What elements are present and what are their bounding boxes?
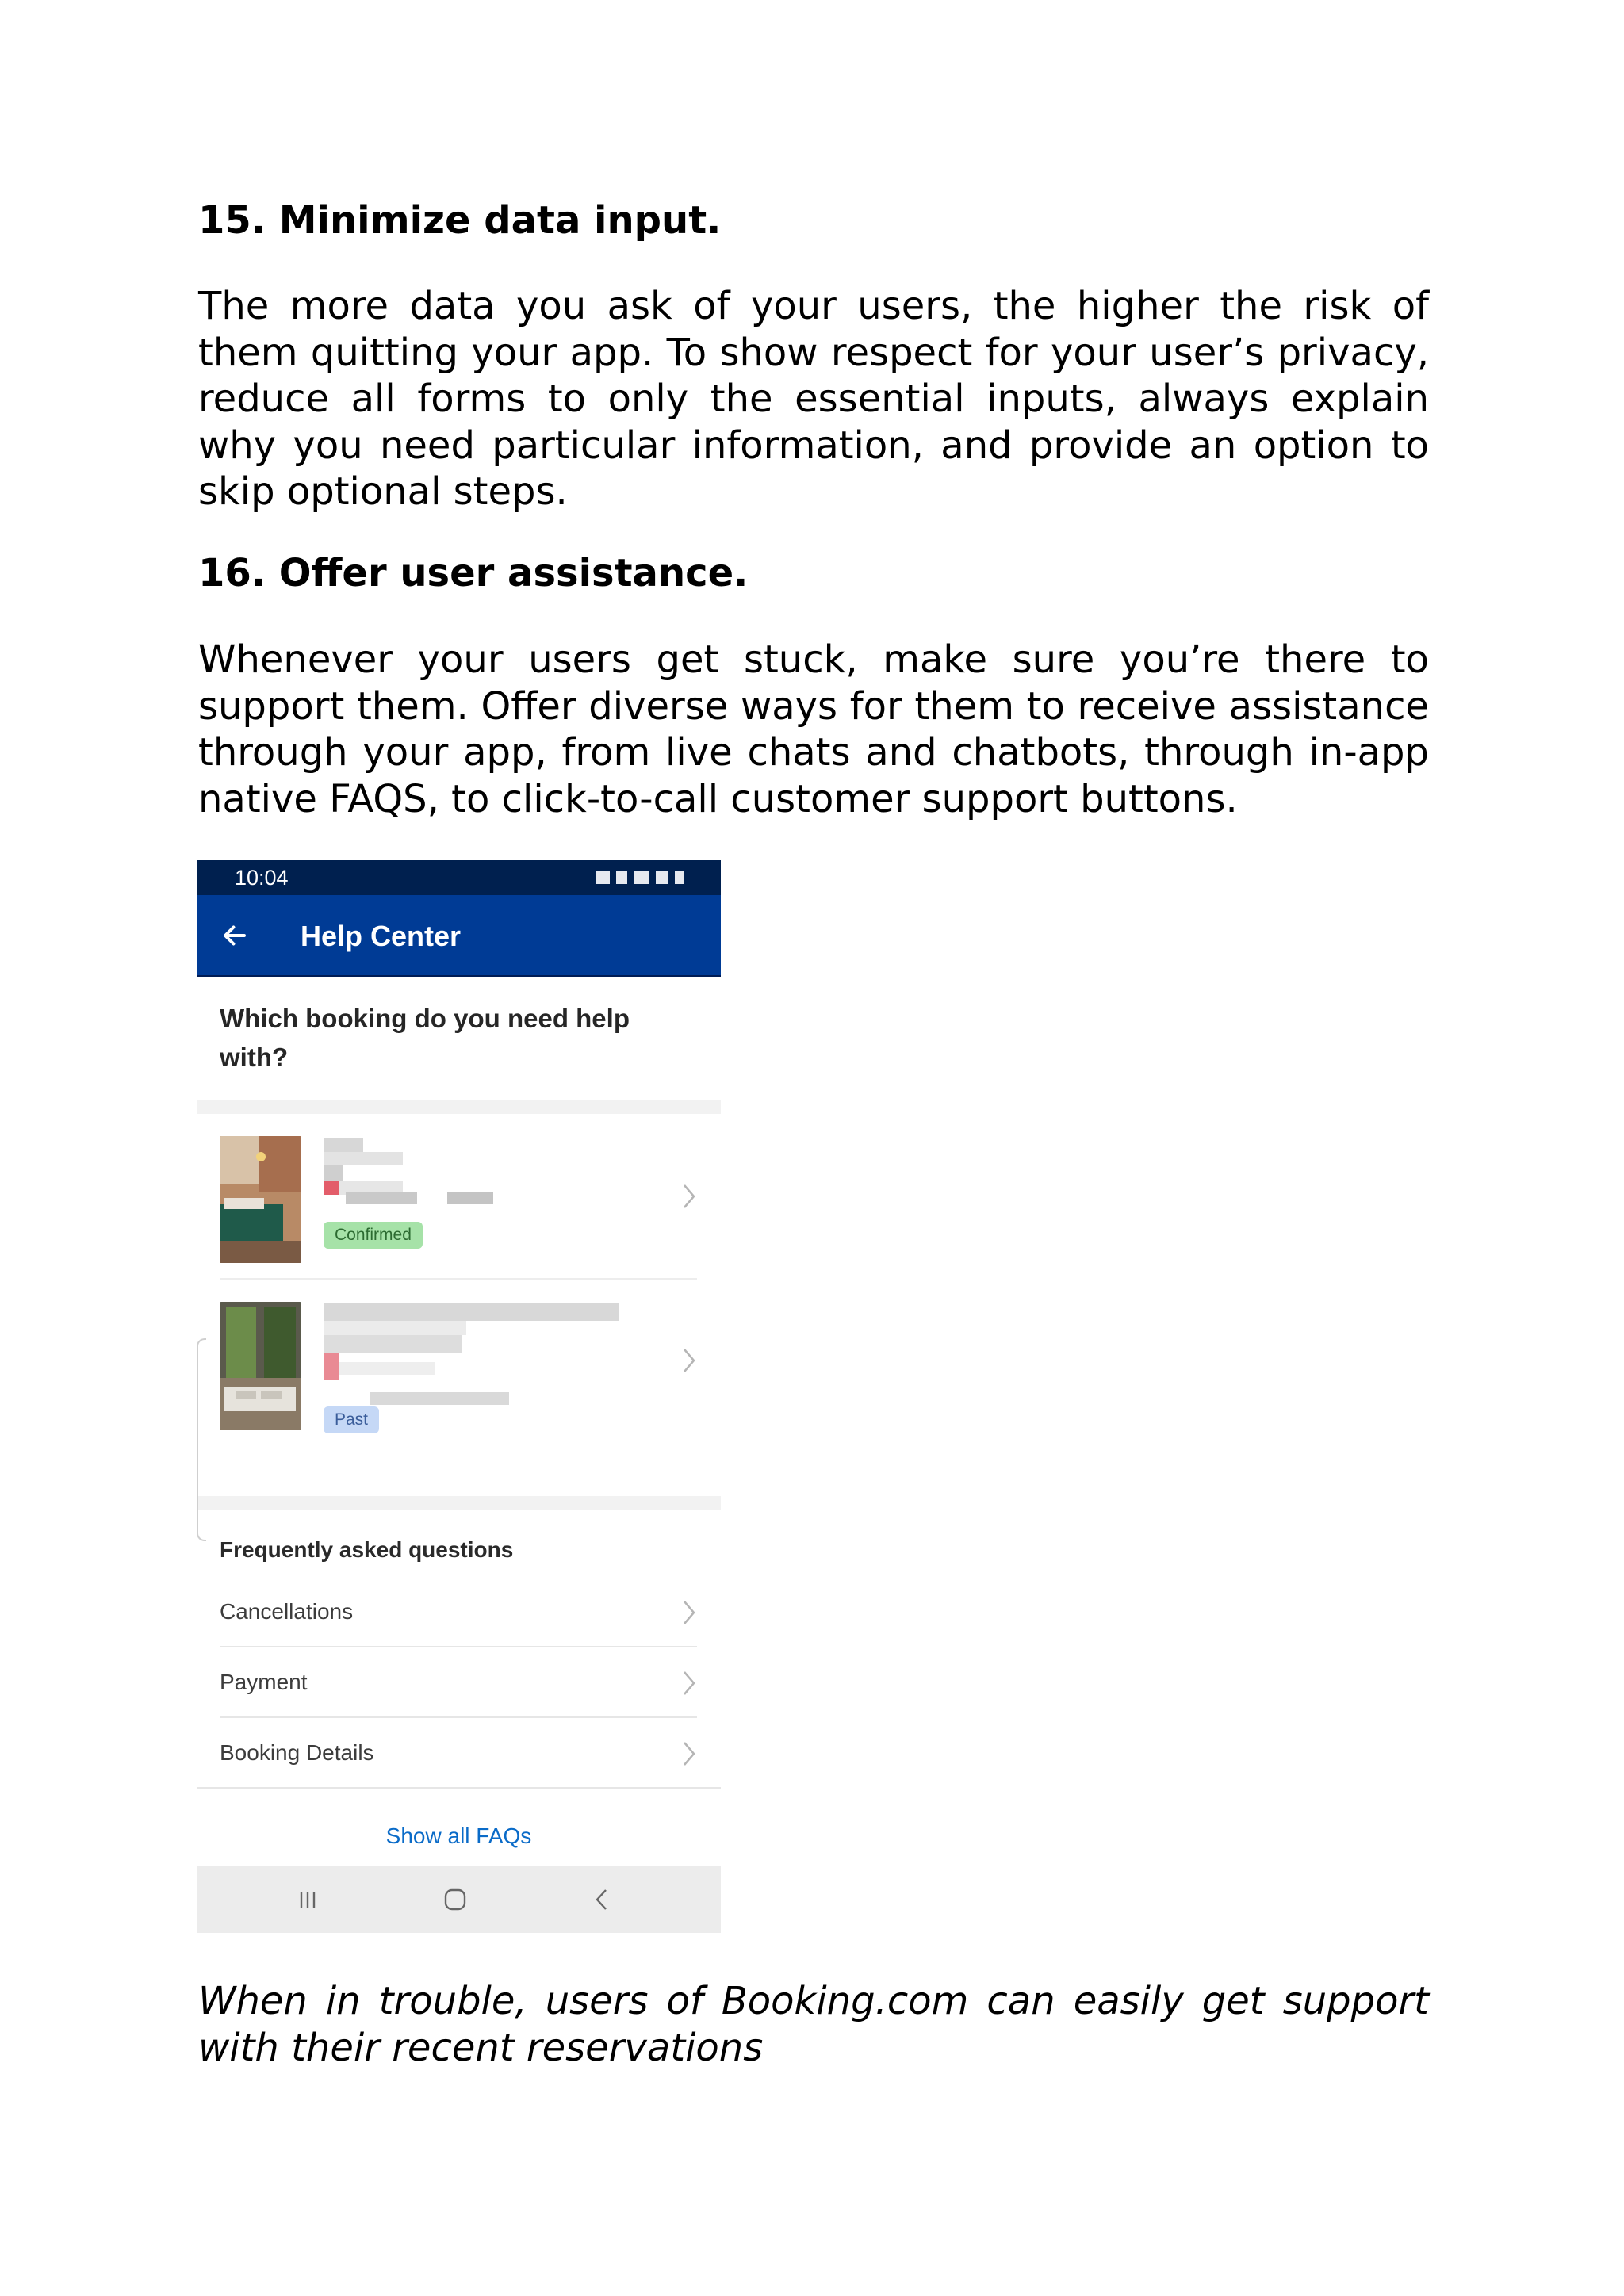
chevron-right-icon	[681, 1183, 697, 1210]
status-time: 10:04	[235, 866, 289, 890]
status-badge: Confirmed	[324, 1222, 423, 1249]
back-icon[interactable]	[588, 1885, 617, 1914]
blurred-text	[324, 1181, 339, 1195]
alarm-icon	[596, 871, 610, 884]
status-badge: Past	[324, 1406, 379, 1433]
page-title: Help Center	[301, 920, 462, 952]
blurred-text	[447, 1192, 493, 1204]
section-separator	[197, 1496, 721, 1510]
faq-item-label: Cancellations	[220, 1599, 354, 1624]
section-16-body: Whenever your users get stuck, make sure you’re there to support them. Offer diverse ways for them to receive assistance through your app, from live chats and chatbots, through in-app native FAQS, to click-to-call customer support buttons.	[198, 637, 1429, 821]
recent-apps-icon[interactable]	[293, 1885, 322, 1914]
signal-icon	[656, 871, 668, 884]
faq-item-cancellations[interactable]	[197, 1577, 721, 1647]
chevron-right-icon	[681, 1740, 697, 1767]
hotel-room-image	[220, 1302, 301, 1430]
chevron-right-icon	[681, 1347, 697, 1374]
blurred-text	[346, 1192, 417, 1204]
battery-icon	[675, 871, 684, 884]
app-screenshot	[197, 860, 721, 1933]
status-icons	[596, 868, 684, 887]
help-question: Which booking do you need help with?	[220, 1004, 630, 1072]
blurred-text	[324, 1152, 403, 1165]
blurred-text	[324, 1321, 466, 1335]
faq-item-label: Payment	[220, 1670, 308, 1694]
hotel-room-image	[220, 1136, 301, 1263]
chevron-right-icon	[681, 1599, 697, 1626]
blurred-text	[324, 1138, 363, 1152]
booking-item-2[interactable]	[197, 1280, 721, 1567]
back-arrow-icon[interactable]	[220, 921, 249, 950]
blurred-text	[339, 1362, 435, 1375]
show-all-faqs-link[interactable]: Show all FAQs	[385, 1823, 532, 1848]
blurred-text	[324, 1303, 619, 1321]
bluetooth-icon	[616, 871, 627, 884]
faq-item-label: Booking Details	[220, 1740, 374, 1765]
row-divider	[197, 1787, 721, 1789]
section-15-body: The more data you ask of your users, the higher the risk of them quitting your app. To show respect for your user’s privacy, reduce all forms to only the essential inputs, always explain why you need particular information, and provide an option to skip optional steps.	[198, 284, 1429, 514]
faq-item-payment[interactable]	[197, 1647, 721, 1718]
figure-caption: When in trouble, users of Booking.com can easily get support with their recent reservations	[198, 1979, 1429, 2070]
booking-item-1[interactable]	[197, 1114, 721, 1280]
decorative-bracket	[197, 1338, 206, 1541]
network-icon	[634, 871, 649, 884]
section-separator	[197, 1100, 721, 1114]
faq-item-booking-details[interactable]	[197, 1718, 721, 1789]
system-nav-bar	[197, 1866, 721, 1933]
blurred-text	[324, 1165, 343, 1181]
status-bar	[197, 860, 721, 895]
app-header	[197, 895, 721, 977]
section-15-heading: 15. Minimize data input.	[198, 198, 722, 243]
blurred-text	[324, 1353, 339, 1380]
faq-heading: Frequently asked questions	[220, 1537, 514, 1562]
blurred-text	[370, 1392, 509, 1405]
chevron-right-icon	[681, 1670, 697, 1697]
home-icon[interactable]	[441, 1885, 469, 1914]
blurred-text	[324, 1335, 462, 1353]
section-16-heading: 16. Offer user assistance.	[198, 551, 749, 595]
